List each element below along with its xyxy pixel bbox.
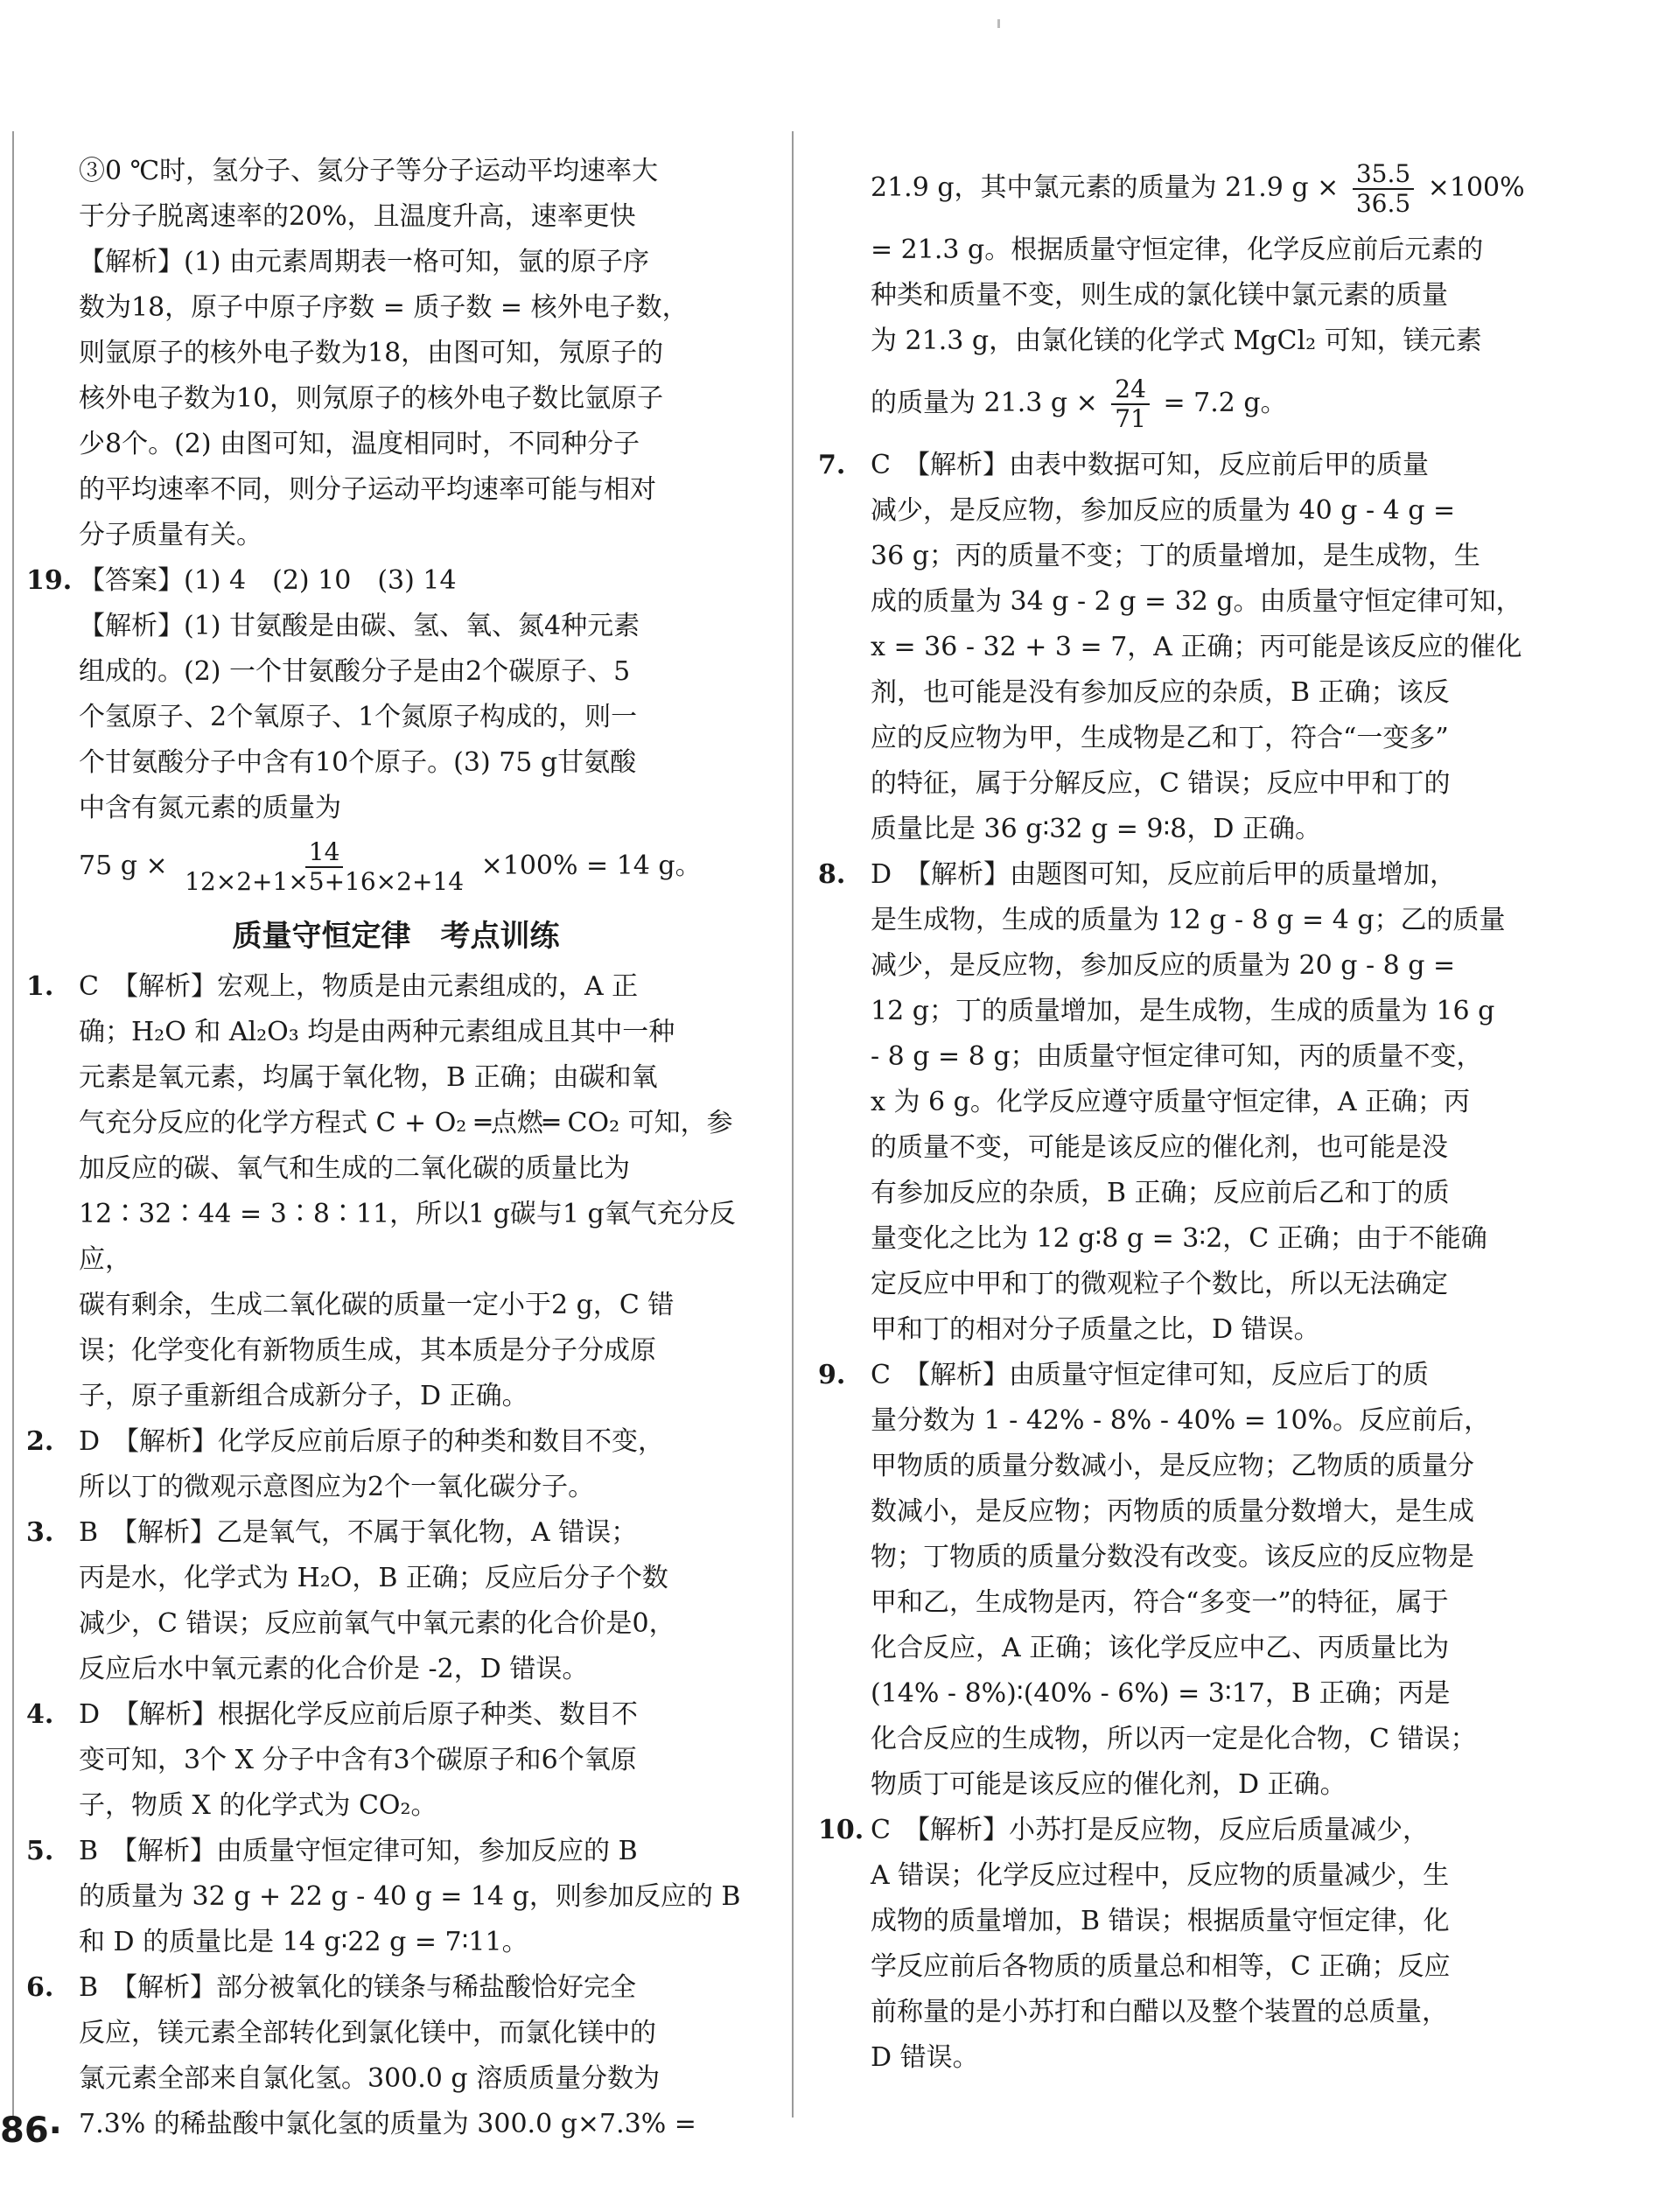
text-line: 分子质量有关。 — [79, 520, 262, 550]
question-number: 2. — [26, 1426, 54, 1457]
numerator: 35.5 — [1353, 160, 1414, 190]
text-line: - 8 g = 8 g；由质量守恒定律可知，丙的质量不变， — [871, 1041, 1483, 1072]
scan-mark — [997, 19, 1000, 28]
text-line: D 【解析】根据化学反应前后原子种类、数目不 — [79, 1699, 639, 1730]
text-line: 减少，是反应物，参加反应的质量为 40 g - 4 g = — [871, 495, 1456, 526]
text-line: 确；H₂O 和 Al₂O₃ 均是由两种元素组成且其中一种 — [79, 1017, 675, 1047]
denominator: 71 — [1115, 404, 1146, 433]
question-number: 8. — [818, 859, 846, 890]
text-line: 应的反应物为甲，生成物是乙和丁，符合“一变多” — [871, 723, 1449, 753]
text-line: (14% - 8%)∶(40% - 6%) = 3∶17，B 正确；丙是 — [871, 1678, 1451, 1709]
text-line: 的特征，属于分解反应，C 错误；反应中甲和丁的 — [871, 768, 1451, 799]
text-line: 中含有氮元素的质量为 — [79, 793, 341, 823]
text-line: D 错误。 — [871, 2042, 979, 2073]
text-line: 甲物质的质量分数减小，是反应物；乙物质的质量分 — [871, 1451, 1474, 1481]
text-line: 【答案】(1) 4 (2) 10 (3) 14 — [79, 565, 457, 596]
text-line: 反应后水中氧元素的化合价是 -2，D 错误。 — [79, 1654, 589, 1684]
text-line: 物；丁物质的质量分数没有改变。该反应的反应物是 — [871, 1542, 1474, 1572]
text-line: 【解析】(1) 由元素周期表一格可知，氩的原子序 — [79, 247, 650, 277]
question-5 — [26, 1829, 766, 1965]
text-line: 前称量的是小苏打和白醋以及整个装置的总质量， — [871, 1997, 1448, 2027]
question-number: 7. — [818, 450, 846, 480]
formula-prefix: 21.9 g，其中氯元素的质量为 21.9 g × — [871, 172, 1340, 203]
right-column — [818, 149, 1571, 2081]
q18-continuation — [26, 149, 766, 558]
q6-formula-1 — [871, 149, 1571, 228]
text-line: C 【解析】由表中数据可知，反应前后甲的质量 — [871, 450, 1429, 480]
text-line: 甲和丁的相对分子质量之比，D 错误。 — [871, 1314, 1320, 1345]
text-line: 误；化学变化有新物质生成，其本质是分子分成原 — [79, 1335, 656, 1366]
text-line: 反应，镁元素全部转化到氯化镁中，而氯化镁中的 — [79, 2018, 656, 2048]
question-19 — [26, 558, 766, 831]
q19-formula — [26, 831, 766, 901]
text-line: 甲和乙，生成物是丙，符合“多变一”的特征，属于 — [871, 1587, 1449, 1618]
text-line: 【解析】(1) 甘氨酸是由碳、氢、氧、氮4种元素 — [79, 611, 640, 641]
formula-prefix: 的质量为 21.3 g × — [871, 388, 1098, 418]
formula-prefix: 75 g × — [79, 850, 168, 881]
text-line: 数为18，原子中原子序数 = 质子数 = 核外电子数， — [79, 292, 689, 323]
text-line: 为 21.3 g，由氯化镁的化学式 MgCl₂ 可知，镁元素 — [871, 326, 1482, 356]
question-number: 6. — [26, 1972, 54, 2003]
left-column — [26, 149, 766, 2147]
text-line: 和 D 的质量比是 14 g∶22 g = 7∶11。 — [79, 1927, 528, 1957]
text-line: 成的质量为 34 g - 2 g = 32 g。由质量守恒定律可知， — [871, 586, 1522, 617]
page-number: 86· — [0, 2110, 62, 2151]
section-title: 质量守恒定律 考点训练 — [232, 919, 560, 954]
text-line: 于分子脱离速率的20%，且温度升高，速率更快 — [79, 201, 636, 232]
text-line: 个甘氨酸分子中含有10个原子。(3) 75 g甘氨酸 — [79, 747, 637, 778]
text-line: 36 g；丙的质量不变；丁的质量增加，是生成物，生 — [871, 541, 1480, 571]
question-10 — [818, 1808, 1571, 2081]
question-number: 1. — [26, 971, 54, 1002]
question-1 — [26, 964, 766, 1419]
text-line: 子，物质 X 的化学式为 CO₂。 — [79, 1790, 437, 1821]
text-line: 气充分反应的化学方程式 C + O₂ ═点燃═ CO₂ 可知，参 — [79, 1108, 733, 1138]
text-line: 12∶32∶44 = 3∶8∶11，所以1 g碳与1 g氧气充分反应， — [79, 1199, 736, 1275]
text-line: 的质量为 32 g + 22 g - 40 g = 14 g，则参加反应的 B — [79, 1881, 741, 1912]
formula-suffix: ×100% — [1427, 172, 1525, 203]
text-line: D 【解析】化学反应前后原子的种类和数目不变， — [79, 1426, 665, 1457]
text-line: B 【解析】乙是氧气，不属于氧化物，A 错误； — [79, 1517, 638, 1548]
question-4 — [26, 1692, 766, 1829]
question-3 — [26, 1510, 766, 1692]
formula-suffix: ×100% = 14 g。 — [480, 850, 702, 881]
fraction — [181, 838, 467, 896]
text-line: C 【解析】由质量守恒定律可知，反应后丁的质 — [871, 1360, 1429, 1390]
text-line: 减少，是反应物，参加反应的质量为 20 g - 8 g = — [871, 950, 1456, 981]
text-line: A 错误；化学反应过程中，反应物的质量减少，生 — [871, 1860, 1450, 1891]
text-line: C 【解析】小苏打是反应物，反应后质量减少， — [871, 1815, 1429, 1845]
text-line: 个氢原子、2个氧原子、1个氮原子构成的，则一 — [79, 702, 638, 732]
numerator: 14 — [305, 838, 344, 868]
denominator: 36.5 — [1355, 189, 1411, 218]
text-line: 种类和质量不变，则生成的氯化镁中氯元素的质量 — [871, 280, 1448, 311]
text-line: 有参加反应的杂质，B 正确；反应前后乙和丁的质 — [871, 1178, 1450, 1208]
text-line: 7.3% 的稀盐酸中氯化氢的质量为 300.0 g×7.3% = — [79, 2109, 696, 2139]
question-7 — [818, 443, 1571, 852]
text-line: B 【解析】部分被氧化的镁条与稀盐酸恰好完全 — [79, 1972, 637, 2003]
question-number: 3. — [26, 1517, 54, 1548]
formula-suffix: = 7.2 g。 — [1163, 388, 1287, 418]
text-line: 则氩原子的核外电子数为18，由图可知，氖原子的 — [79, 338, 664, 368]
text-line: 定反应中甲和丁的微观粒子个数比，所以无法确定 — [871, 1269, 1448, 1299]
column-divider — [792, 131, 794, 2118]
question-number: 10. — [818, 1815, 864, 1845]
text-line: 的质量不变，可能是该反应的催化剂，也可能是没 — [871, 1132, 1448, 1163]
text-line: 量变化之比为 12 g∶8 g = 3∶2，C 正确；由于不能确 — [871, 1223, 1487, 1254]
question-8 — [818, 852, 1571, 1353]
question-number: 4. — [26, 1699, 54, 1730]
q6-formula-2 — [871, 364, 1571, 443]
text-line: 量分数为 1 - 42% - 8% - 40% = 10%。反应前后， — [871, 1405, 1491, 1436]
text-line: 剂，也可能是没有参加反应的杂质，B 正确；该反 — [871, 677, 1450, 708]
text-line: 变可知，3个 X 分子中含有3个碳原子和6个氧原 — [79, 1745, 637, 1775]
text-line: 是生成物，生成的质量为 12 g - 8 g = 4 g；乙的质量 — [871, 905, 1506, 935]
text-line: B 【解析】由质量守恒定律可知，参加反应的 B — [79, 1836, 638, 1866]
question-number: 9. — [818, 1360, 846, 1390]
text-line: D 【解析】由题图可知，反应前后甲的质量增加， — [871, 859, 1457, 890]
text-line: 数减小，是反应物；丙物质的质量分数增大，是生成 — [871, 1496, 1474, 1527]
fraction — [1353, 160, 1414, 218]
text-line: 物质丁可能是该反应的催化剂，D 正确。 — [871, 1769, 1347, 1800]
text-line: 化合反应的生成物，所以丙一定是化合物，C 错误； — [871, 1724, 1477, 1754]
text-line: 丙是水，化学式为 H₂O，B 正确；反应后分子个数 — [79, 1563, 668, 1593]
text-line: x = 36 - 32 + 3 = 7，A 正确；丙可能是该反应的催化 — [871, 632, 1522, 662]
left-margin-rule — [12, 131, 14, 2118]
text-line: 所以丁的微观示意图应为2个一氧化碳分子。 — [79, 1472, 595, 1502]
text-line: 的平均速率不同，则分子运动平均速率可能与相对 — [79, 474, 656, 505]
text-line: ③0 ℃时，氢分子、氦分子等分子运动平均速率大 — [79, 156, 659, 186]
text-line: 质量比是 36 g∶32 g = 9∶8，D 正确。 — [871, 814, 1321, 844]
text-line: 加反应的碳、氧气和生成的二氧化碳的质量比为 — [79, 1153, 630, 1184]
text-line: 组成的。(2) 一个甘氨酸分子是由2个碳原子、5 — [79, 656, 631, 687]
q6-continuation — [818, 149, 1571, 443]
denominator: 12×2+1×5+16×2+14 — [185, 867, 465, 896]
numerator: 24 — [1111, 375, 1150, 405]
text-line: 学反应前后各物质的质量总和相等，C 正确；反应 — [871, 1951, 1451, 1982]
text-line: 成物的质量增加，B 错误；根据质量守恒定律，化 — [871, 1906, 1450, 1936]
text-line: x 为 6 g。化学反应遵守质量守恒定律，A 正确；丙 — [871, 1087, 1471, 1117]
fraction — [1111, 375, 1150, 433]
question-6 — [26, 1965, 766, 2147]
text-line: 元素是氧元素，均属于氧化物，B 正确；由碳和氧 — [79, 1062, 658, 1093]
text-line: 碳有剩余，生成二氧化碳的质量一定小于2 g，C 错 — [79, 1290, 675, 1320]
text-line: 子，原子重新组合成新分子，D 正确。 — [79, 1381, 528, 1411]
question-number: 19. — [26, 565, 73, 596]
text-line: 氯元素全部来自氯化氢。300.0 g 溶质质量分数为 — [79, 2063, 661, 2094]
text-line: 化合反应，A 正确；该化学反应中乙、丙质量比为 — [871, 1633, 1450, 1663]
text-line: 少8个。(2) 由图可知，温度相同时，不同种分子 — [79, 429, 640, 459]
text-line: 核外电子数为10，则氖原子的核外电子数比氩原子 — [79, 383, 664, 414]
question-2 — [26, 1419, 766, 1510]
text-line: C 【解析】宏观上，物质是由元素组成的，A 正 — [79, 971, 639, 1002]
text-line: 12 g；丁的质量增加，是生成物，生成的质量为 16 g — [871, 996, 1495, 1026]
question-9 — [818, 1353, 1571, 1808]
text-line: = 21.3 g。根据质量守恒定律，化学反应前后元素的 — [871, 234, 1484, 265]
text-line: 减少，C 错误；反应前氧气中氧元素的化合价是0， — [79, 1608, 675, 1639]
question-number: 5. — [26, 1836, 54, 1866]
